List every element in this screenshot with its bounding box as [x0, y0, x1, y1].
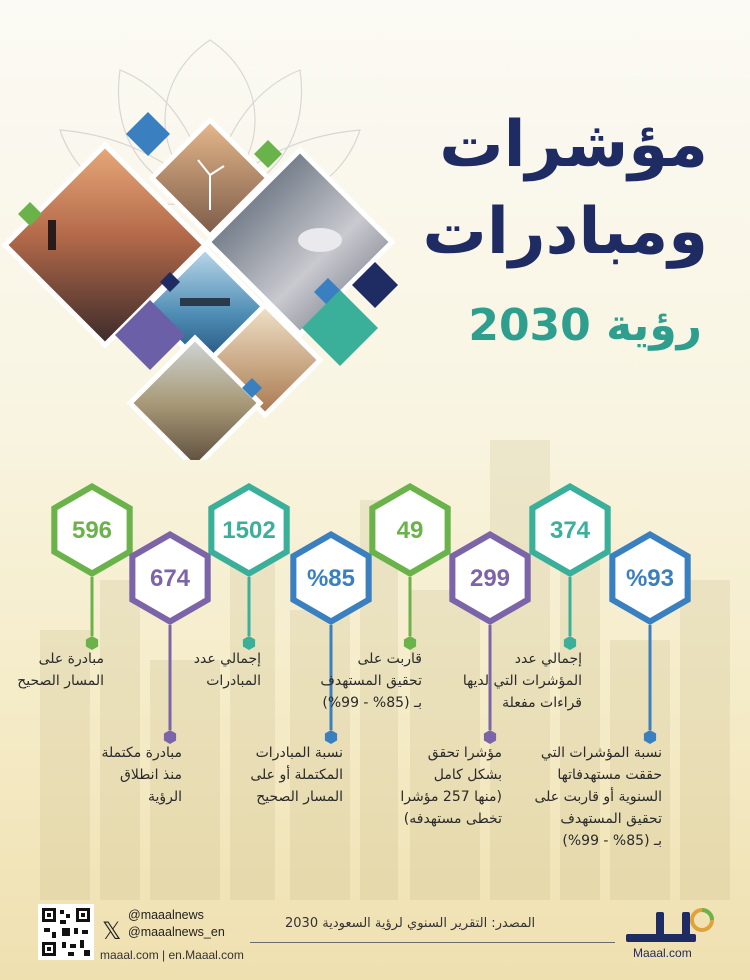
stat-hexagon-0 — [51, 483, 132, 650]
stat-label-2 — [194, 648, 261, 692]
stat-label-line: المكتملة أو على — [250, 767, 343, 783]
accent-diamond-blue — [126, 112, 170, 156]
stat-value: %85 — [306, 565, 356, 592]
stat-value: 596 — [71, 517, 113, 544]
stat-label-7 — [534, 742, 662, 852]
maaal-logo-text: Maaal.com — [633, 946, 692, 960]
social-handle-ar[interactable]: @maaalnews — [128, 908, 204, 922]
stat-label-line: تخطى مستهدفه) — [403, 811, 502, 827]
title-line-2: ومبادرات — [422, 195, 708, 269]
stat-label-line: بـ (85% - 99%) — [322, 695, 422, 711]
stat-label-line: قاربت على — [357, 651, 422, 667]
stat-hexagon-6 — [529, 483, 610, 650]
stat-hexagon-1 — [129, 531, 210, 744]
stat-label-line: مبادرة على — [38, 651, 104, 667]
stat-label-5 — [400, 742, 502, 830]
title-line-1: مؤشرات — [439, 108, 708, 182]
stat-value: 374 — [549, 517, 591, 544]
maaal-logo-icon[interactable] — [622, 906, 714, 946]
stat-label-1 — [102, 742, 182, 808]
stat-value: 49 — [396, 517, 424, 544]
stat-label-line: بشكل كامل — [433, 767, 502, 783]
website-links[interactable]: maaal.com | en.Maaal.com — [100, 948, 244, 962]
stat-label-line: إجمالي عدد — [514, 651, 582, 667]
photo-collage — [0, 0, 420, 460]
stat-label-line: المسار الصحيح — [17, 673, 104, 689]
stat-label-6 — [463, 648, 582, 714]
stat-label-line: إجمالي عدد — [193, 651, 261, 667]
stat-value: 674 — [149, 565, 191, 592]
stat-hexagon-2 — [208, 483, 289, 650]
stat-label-0 — [17, 648, 104, 692]
stat-label-line: قراءات مفعلة — [502, 695, 582, 711]
stat-value: 299 — [469, 565, 511, 592]
stat-label-line: تحقيق المستهدف — [320, 673, 422, 689]
x-logo-icon[interactable]: 𝕏 — [102, 917, 122, 945]
footer-divider — [250, 942, 615, 943]
stat-label-line: الرؤية — [147, 789, 182, 805]
qr-code-icon[interactable] — [38, 904, 94, 960]
stat-label-line: المسار الصحيح — [256, 789, 343, 805]
stat-value: %93 — [625, 565, 675, 592]
stat-label-line: نسبة المؤشرات التي — [540, 745, 662, 761]
accent-diamond-green — [254, 140, 282, 168]
source-text: المصدر: التقرير السنوي لرؤية السعودية 2030 — [285, 916, 536, 931]
stat-label-line: بـ (85% - 99%) — [562, 833, 662, 849]
stat-hexagon-7 — [609, 531, 690, 744]
stat-value: 1502 — [222, 517, 276, 544]
stat-label-line: نسبة المبادرات — [255, 745, 343, 761]
stat-hexagon-4 — [369, 483, 450, 650]
stat-label-line: مؤشرا تحقق — [427, 745, 502, 761]
stat-label-line: السنوية أو قاربت على — [534, 789, 662, 805]
stat-label-line: مبادرة مكتملة — [101, 745, 182, 761]
stat-label-line: منذ انطلاق — [119, 767, 182, 783]
stat-label-line: المؤشرات التي لديها — [462, 673, 582, 689]
stat-label-line: (منها 257 مؤشرا — [400, 789, 502, 805]
stat-label-4 — [320, 648, 422, 714]
stat-label-line: حققت مستهدفاتها — [557, 767, 662, 783]
title-line-3: رؤية 2030 — [468, 300, 702, 351]
social-handle-en[interactable]: @maaalnews_en — [128, 925, 225, 939]
stat-label-line: تحقيق المستهدف — [560, 811, 662, 827]
stat-label-3 — [250, 742, 343, 808]
stat-label-line: المبادرات — [206, 673, 261, 689]
